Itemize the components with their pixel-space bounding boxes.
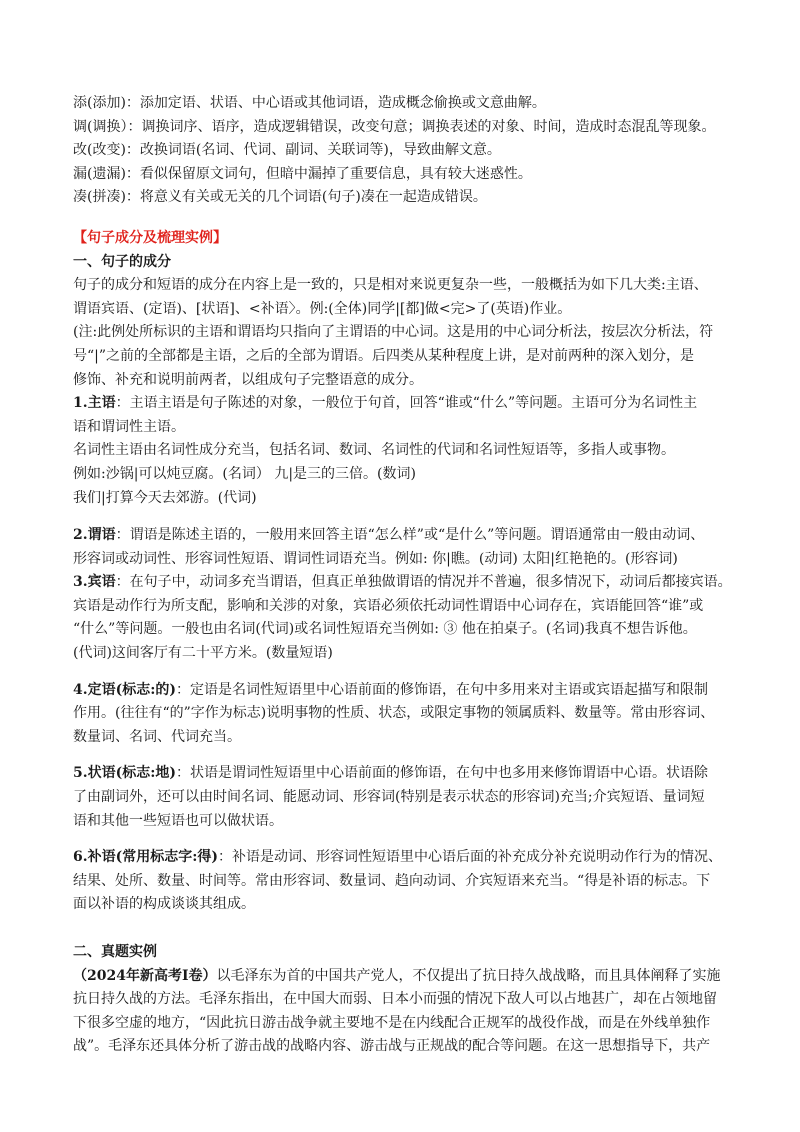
intro-block	[73, 92, 733, 210]
text-line: ：状语是谓词性短语里中心语前面的修饰语，在句中也多用来修饰谓语中心语。状语除	[176, 765, 709, 782]
text-line: 名词性主语由名词性成分充当，包括名词、数词、名词性的代词和名词性短语等，多指人或事物。	[73, 442, 675, 459]
section-header: 【句子成分及梳理实例】	[73, 229, 227, 246]
part2-title: 二、真题实例	[73, 944, 157, 960]
attributive-label: 4.定语(标志:的)	[73, 681, 177, 698]
text-line: (注:此例处所标识的主语和谓语均只指向了主谓语的中心词。这是用的中心词分析法，按层次分析法，符	[73, 324, 714, 341]
text-line: 号“|”之前的全部都是主语，之后的全部为谓语。后四类从某种程度上讲，是对前两种的深入划分，是	[73, 347, 695, 364]
text-line: 语和谓词性主语。	[73, 418, 185, 435]
text-line: ：主语主语是句子陈述的对象，一般位于句首，回答“谁或“什么”等问题。主语可分为名词性主	[115, 395, 698, 412]
intro-line: 改(改变)：改换词语(名词、代词、副词、关联词等)，导致曲解文意。	[73, 142, 501, 159]
text-line: ：定语是名词性短语里中心语前面的修饰语，在句中多用来对主语或宾语起描写和限制	[176, 681, 709, 698]
intro-line: 调(调换）：调换词序、语序，造成逻辑错误，改变句意；调换表述的对象、时间，造成时态混乱等现象。	[73, 118, 716, 135]
part1-intro	[73, 274, 733, 392]
intro-line: 添(添加)：添加定语、状语、中心语或其他词语，造成概念偷换或文意曲解。	[73, 95, 546, 111]
complement-block	[73, 846, 733, 917]
text-line: 面以补语的构成谈谈其组成。	[73, 896, 255, 913]
object-block	[73, 571, 733, 665]
text-line: 句子的成分和短语的成分在内容上是一致的，只是相对来说更复杂一些，一般概括为如下几大类:主语、	[73, 277, 708, 294]
subject-block	[73, 392, 733, 510]
text-line: ：补语是动词、形容词性短语里中心语后面的补充成分补充说明动作行为的情况、	[218, 849, 723, 866]
text-line: 谓语宾语、(定语)、[状语]、<补语〉。例:(全体)同学|[都]做<完>了(英语)作业。	[73, 300, 572, 317]
part2-block	[73, 965, 733, 1059]
text-line: 抗日持久战的方法。毛泽东指出，在中国大而弱、日本小而强的情况下敌人可以占地甚广，却在占领地留	[73, 991, 717, 1008]
intro-line: 凑(拼凑)：将意义有关或无关的几个词语(句子)凑在一起造成错误。	[73, 189, 487, 206]
text-line: 修饰、补充和说明前两者，以组成句子完整语意的成分。	[73, 371, 423, 388]
text-line: ：在句子中，动词多充当谓语，但真正单独做谓语的情况并不普遍，很多情况下，动词后都接宾语。	[115, 574, 732, 591]
text-line: 下很多空虚的地方，“因此抗日游击战争就主要地不是在内线配合正规军的战役作战，而是在外线单独作	[73, 1014, 711, 1031]
text-line: (代词)这间客厅有二十平方米。(数量短语)	[73, 645, 333, 662]
attributive-block	[73, 679, 733, 750]
object-label: 3.宾语	[73, 574, 116, 591]
adverbial-label: 5.状语(标志:地)	[73, 765, 177, 782]
exam-source-label: （2024年新高考Ⅰ卷）	[73, 967, 217, 984]
text-line: 宾语是动作行为所支配，影响和关涉的对象，宾语必须依托动词性谓语中心词存在，宾语能回答“谁”或	[73, 597, 704, 614]
part1-title: 一、句子的成分	[73, 253, 171, 270]
text-line: 数量词、名词、代词充当。	[73, 728, 241, 745]
text-line: 例如:沙锅|可以炖豆腐。(名词） 九|是三的三倍。(数词)	[73, 465, 416, 482]
subject-label: 1.主语	[73, 395, 116, 412]
text-line: 以毛泽东为首的中国共产党人，不仅提出了抗日持久战战略，而且具体阐释了实施	[216, 967, 721, 984]
text-line: 形容词或动词性、形容词性短语、谓词性词语充当。例如: 你|瞧。(动词) 太阳|红艳艳的。(形容词)	[73, 550, 678, 567]
document-page	[73, 92, 733, 1059]
text-line: 战”。毛泽东还具体分析了游击战的战略内容、游击战与正规战的配合等问题。在这一思想指导下，共产	[73, 1038, 711, 1055]
text-line: 我们|打算今天去郊游。(代词)	[73, 489, 257, 506]
predicate-label: 2.谓语	[73, 527, 116, 544]
text-line: 结果、处所、数量、时间等。常由形容词、数量词、趋向动词、介宾短语来充当。“得是补语的标志。下	[73, 872, 711, 889]
text-line: ：谓语是陈述主语的，一般用来回答主语“怎么样”或“是什么”等问题。谓语通常由一般由动词、	[115, 527, 705, 544]
text-line: 作用。(往往有“的”字作为标志)说明事物的性质、状态，或限定事物的领属质料、数量等。常由形容词、	[73, 705, 715, 722]
text-line: 了由副词外，还可以由时间名词、能愿动词、形容词(特别是表示状态的形容词)充当;介宾短语、量词短	[73, 789, 705, 806]
complement-label: 6.补语(常用标志字:得)	[73, 849, 219, 866]
predicate-block	[73, 524, 733, 571]
text-line: 语和其他一些短语也可以做状语。	[73, 812, 283, 829]
adverbial-block	[73, 762, 733, 833]
text-line: “什么”等问题。一般也由名词(代词)或名词性短语充当例如: ③ 他在拍桌子。(名词)我真不想告诉他。	[73, 621, 697, 638]
intro-line: 漏(遗漏)：看似保留原文词句，但暗中漏掉了重要信息，具有较大迷惑性。	[73, 165, 532, 182]
